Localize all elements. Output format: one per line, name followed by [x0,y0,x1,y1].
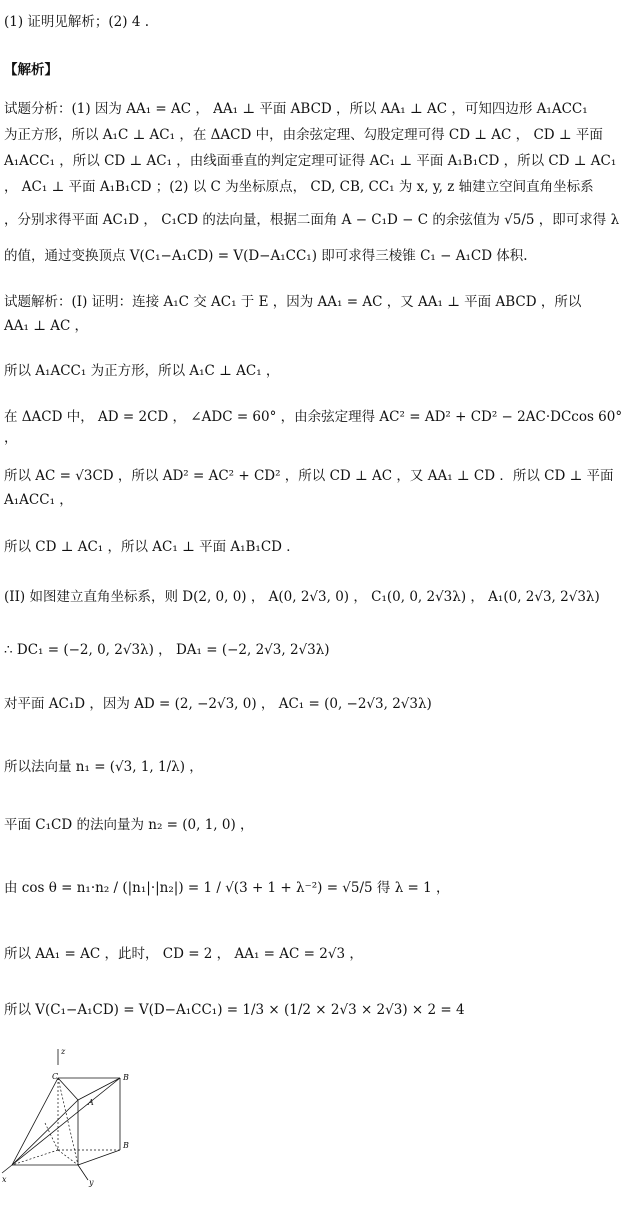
x-axis [2,1165,12,1173]
solution-line: 所以 AA₁ = AC ，此时， CD = 2 ， AA₁ = AC = 2√3 ， [4,946,363,962]
solution-line: 由 cos θ = n₁·n₂ / (|n₁|·|n₂|) = 1 / √(3 + 1 + λ⁻²) = √5/5 得 λ = 1 ， [4,880,450,896]
solution-line: ， [4,430,18,446]
analysis-line: 为正方形，所以 A₁C ⊥ AC₁ ，在 ΔACD 中，由余弦定理、勾股定理可得 CD ⊥ AC ， CD ⊥ 平面 [4,127,603,143]
figure-edges [2,1049,120,1180]
solution-line: AA₁ ⊥ AC ， [4,318,89,334]
analysis-line: 试题分析：(1) 因为 AA₁ = AC ， AA₁ ⊥ 平面 ABCD ，所以 AA₁ ⊥ AC ，可知四边形 A₁ACC₁ [4,101,588,117]
solution-line: (II) 如图建立直角坐标系，则 D(2, 0, 0) ， A(0, 2√3, 0) ， C₁(0, 0, 2√3λ) ， A₁(0, 2√3, 2√3λ) [4,589,600,605]
solution-line: 在 ΔACD 中， AD = 2CD ， ∠ADC = 60° ，由余弦定理得 AC² = AD² + CD² − 2AC·DCcos 60° [4,409,623,425]
solution-line: 试题解析：(I) 证明：连接 A₁C 交 AC₁ 于 E ，因为 AA₁ = AC ，又 AA₁ ⊥ 平面 ABCD ，所以 [4,294,582,310]
label-a: A [88,1098,94,1107]
y-axis [78,1165,88,1180]
solution-line: 平面 C₁CD 的法向量为 n₂ = (0, 1, 0) ， [4,817,254,833]
label-y: y [89,1178,94,1187]
solution-line: 对平面 AC₁D ，因为 AD = (2, −2√3, 0) ， AC₁ = (0, −2√3, 2√3λ) [4,696,432,712]
label-z: z [61,1047,66,1056]
solution-line: 所以 CD ⊥ AC₁ ，所以 AC₁ ⊥ 平面 A₁B₁CD ． [4,539,300,555]
prism-coordinate-figure [0,1045,150,1229]
solution-line: 所以 A₁ACC₁ 为正方形，所以 A₁C ⊥ AC₁ ， [4,363,280,379]
solution-line: 所以 V(C₁−A₁CD) = V(D−A₁CC₁) = 1/3 × (1/2 × 2√3 × 2√3) × 2 = 4 [4,1002,465,1018]
analysis-line: A₁ACC₁ ，所以 CD ⊥ AC₁ ，由线面垂直的判定定理可证得 AC₁ ⊥ 平面 A₁B₁CD ，所以 CD ⊥ AC₁ [4,153,617,169]
label-c: C [52,1072,59,1081]
solution-line: 所以 AC = √3CD ，所以 AD² = AC² + CD² ，所以 CD ⊥ AC ，又 AA₁ ⊥ CD ．所以 CD ⊥ 平面 [4,468,614,484]
label-b-bottom: B [123,1141,129,1150]
figure-labels [2,1047,129,1187]
solution-line: A₁ACC₁ ， [4,492,73,508]
solution-line: ∴ DC₁ = (−2, 0, 2√3λ) ， DA₁ = (−2, 2√3, 2√3λ) [4,642,330,658]
analysis-line: 的值，通过变换顶点 V(C₁−A₁CD) = V(D−A₁CC₁) 即可求得三棱锥 C₁ − A₁CD 体积. [4,248,528,264]
solution-line: 所以法向量 n₁ = (√3, 1, 1/λ) ， [4,759,203,775]
analysis-line: ， AC₁ ⊥ 平面 A₁B₁CD ；(2) 以 C 为坐标原点， CD, CB, CC₁ 为 x, y, z 轴建立空间直角坐标系 [4,179,594,195]
answer-line: (1) 证明见解析；(2) 4 . [4,14,149,30]
analysis-line: ，分别求得平面 AC₁D ， C₁CD 的法向量，根据二面角 A − C₁D − C 的余弦值为 √5/5 ，即可求得 λ [4,212,620,228]
label-b-top: B [123,1073,129,1082]
section-header: 【解析】 [4,62,58,78]
label-x: x [2,1175,7,1184]
